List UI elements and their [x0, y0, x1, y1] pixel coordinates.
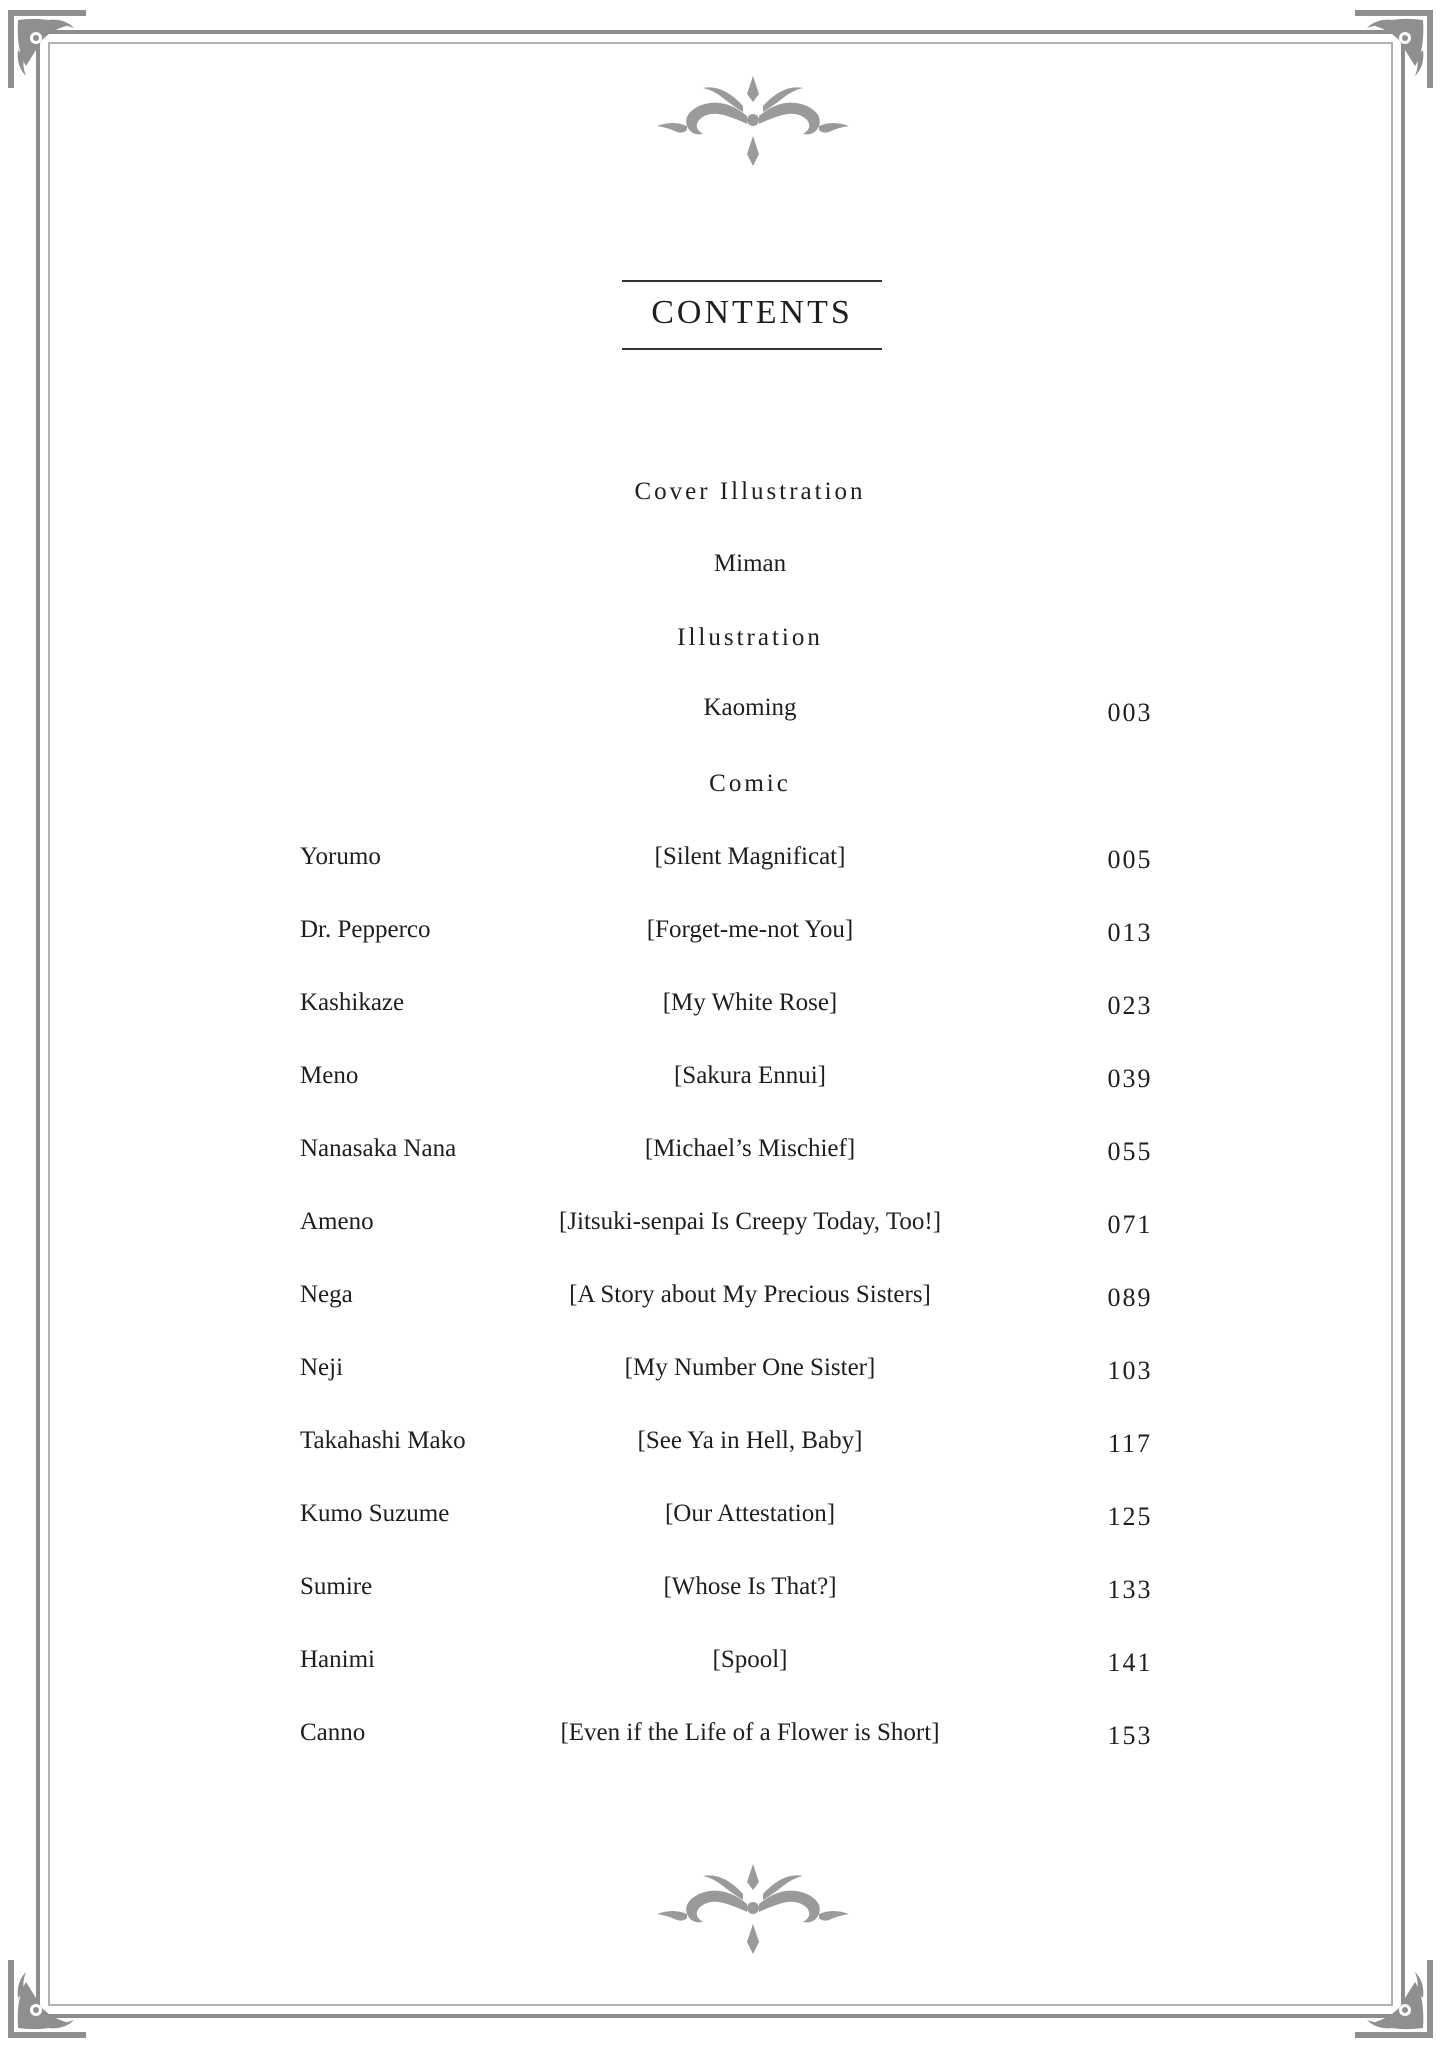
toc-title: [Forget-me-not You]	[646, 916, 854, 943]
illustration-artist: Kaoming	[703, 694, 797, 721]
toc-page-number: 103	[1107, 1356, 1153, 1385]
toc-title: [Our Attestation]	[664, 1500, 836, 1527]
toc-author: Dr. Pepperco	[300, 916, 431, 943]
cover-artist: Miman	[713, 550, 787, 577]
toc-author: Hanimi	[300, 1646, 375, 1673]
toc-entry	[0, 1062, 1441, 1102]
toc-author: Meno	[300, 1062, 359, 1089]
section-heading-comic: Comic	[709, 770, 791, 797]
toc-entry	[0, 989, 1441, 1029]
toc-author: Nega	[300, 1281, 353, 1308]
toc-entry	[0, 1427, 1441, 1467]
heading-rule-top	[622, 280, 882, 282]
toc-author: Kumo Suzume	[300, 1500, 450, 1527]
toc-title: [Whose Is That?]	[663, 1573, 837, 1600]
toc-page-number: 117	[1107, 1429, 1153, 1458]
toc-author: Neji	[300, 1354, 344, 1381]
toc-title: [Spool]	[712, 1646, 788, 1673]
page-title: CONTENTS	[651, 294, 853, 331]
toc-page-number: 055	[1107, 1137, 1153, 1166]
toc-author: Yorumo	[300, 843, 381, 870]
toc-page-number: 125	[1107, 1502, 1153, 1531]
toc-title: [Michael’s Mischief]	[644, 1135, 856, 1162]
toc-page-number: 071	[1107, 1210, 1153, 1239]
corner-ornament-icon	[8, 1960, 86, 2038]
toc-author: Nanasaka Nana	[300, 1135, 457, 1162]
toc-entry	[0, 1573, 1441, 1613]
toc-entry	[0, 1281, 1441, 1321]
toc-title: [See Ya in Hell, Baby]	[637, 1427, 863, 1454]
toc-entry	[0, 1354, 1441, 1394]
toc-page-number: 005	[1107, 845, 1153, 874]
toc-author: Ameno	[300, 1208, 374, 1235]
toc-entry	[0, 1646, 1441, 1686]
toc-page-number: 039	[1107, 1064, 1153, 1093]
toc-page-number: 089	[1107, 1283, 1153, 1312]
corner-ornament-icon	[1355, 1960, 1433, 2038]
section-heading-illustration: Illustration	[677, 624, 823, 651]
toc-title: [Sakura Ennui]	[673, 1062, 827, 1089]
toc-page-number: 133	[1107, 1575, 1153, 1604]
corner-ornament-icon	[8, 10, 86, 88]
toc-entry	[0, 916, 1441, 956]
toc-author: Canno	[300, 1719, 366, 1746]
toc-author: Kashikaze	[300, 989, 405, 1016]
corner-ornament-icon	[1355, 10, 1433, 88]
toc-entry	[0, 843, 1441, 883]
toc-page-number: 013	[1107, 918, 1153, 947]
toc-title: [Silent Magnificat]	[654, 843, 846, 870]
toc-title: [A Story about My Precious Sisters]	[569, 1281, 931, 1308]
toc-author: Takahashi Mako	[300, 1427, 466, 1454]
toc-page-number: 153	[1107, 1721, 1153, 1750]
flourish-ornament-icon	[653, 1864, 853, 1954]
toc-page-number: 141	[1107, 1648, 1153, 1677]
toc-title: [My White Rose]	[662, 989, 838, 1016]
flourish-ornament-icon	[653, 76, 853, 166]
illustration-page-number: 003	[1107, 698, 1153, 727]
toc-author: Sumire	[300, 1573, 373, 1600]
toc-title: [Jitsuki-senpai Is Creepy Today, Too!]	[558, 1208, 942, 1235]
toc-page-number: 023	[1107, 991, 1153, 1020]
toc-title: [My Number One Sister]	[624, 1354, 876, 1381]
section-heading-cover: Cover Illustration	[634, 478, 866, 505]
toc-entry	[0, 1135, 1441, 1175]
toc-entry	[0, 1500, 1441, 1540]
toc-title: [Even if the Life of a Flower is Short]	[560, 1719, 940, 1746]
toc-entry	[0, 1719, 1441, 1759]
heading-rule-bottom	[622, 348, 882, 350]
toc-entry	[0, 1208, 1441, 1248]
